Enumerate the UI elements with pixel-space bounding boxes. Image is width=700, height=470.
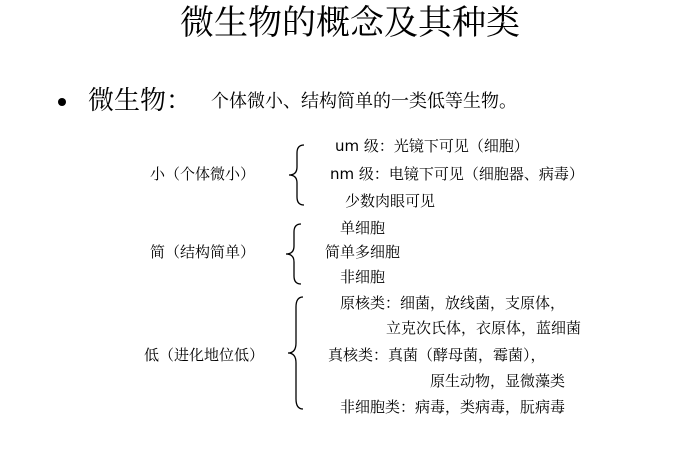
small-item-nm: nm 级：电镜下可见（细胞器、病毒） xyxy=(330,165,584,183)
category-simple: 简（结构简单） xyxy=(150,243,256,261)
bullet-dot xyxy=(58,98,66,106)
category-low: 低（进化地位低） xyxy=(144,346,265,364)
simple-item-multicellular: 简单多细胞 xyxy=(325,243,401,261)
low-item-prokaryotes: 原核类：细菌，放线菌，支原体， xyxy=(340,294,566,312)
low-item-eukaryotes: 真核类：真菌（酵母菌，霉菌）， xyxy=(328,346,546,364)
simple-item-unicellular: 单细胞 xyxy=(340,219,386,237)
small-item-naked-eye: 少数肉眼可见 xyxy=(345,192,436,210)
slide-title: 微生物的概念及其种类 xyxy=(180,3,520,43)
small-item-um: um 级：光镜下可见（细胞） xyxy=(335,137,529,155)
bullet-term: 微生物： xyxy=(88,86,193,116)
category-small: 小（个体微小） xyxy=(150,165,256,183)
brace-low xyxy=(285,295,307,411)
simple-item-acellular: 非细胞 xyxy=(340,268,386,286)
brace-small xyxy=(286,143,308,207)
bullet-definition: 个体微小、结构简单的一类低等生物。 xyxy=(211,91,517,112)
low-item-eukaryotes-cont: 原生动物，显微藻类 xyxy=(430,372,566,390)
low-item-acellular: 非细胞类：病毒，类病毒，朊病毒 xyxy=(340,398,566,416)
low-item-prokaryotes-cont: 立克次氏体，衣原体，蓝细菌 xyxy=(386,319,582,337)
brace-simple xyxy=(283,222,305,286)
